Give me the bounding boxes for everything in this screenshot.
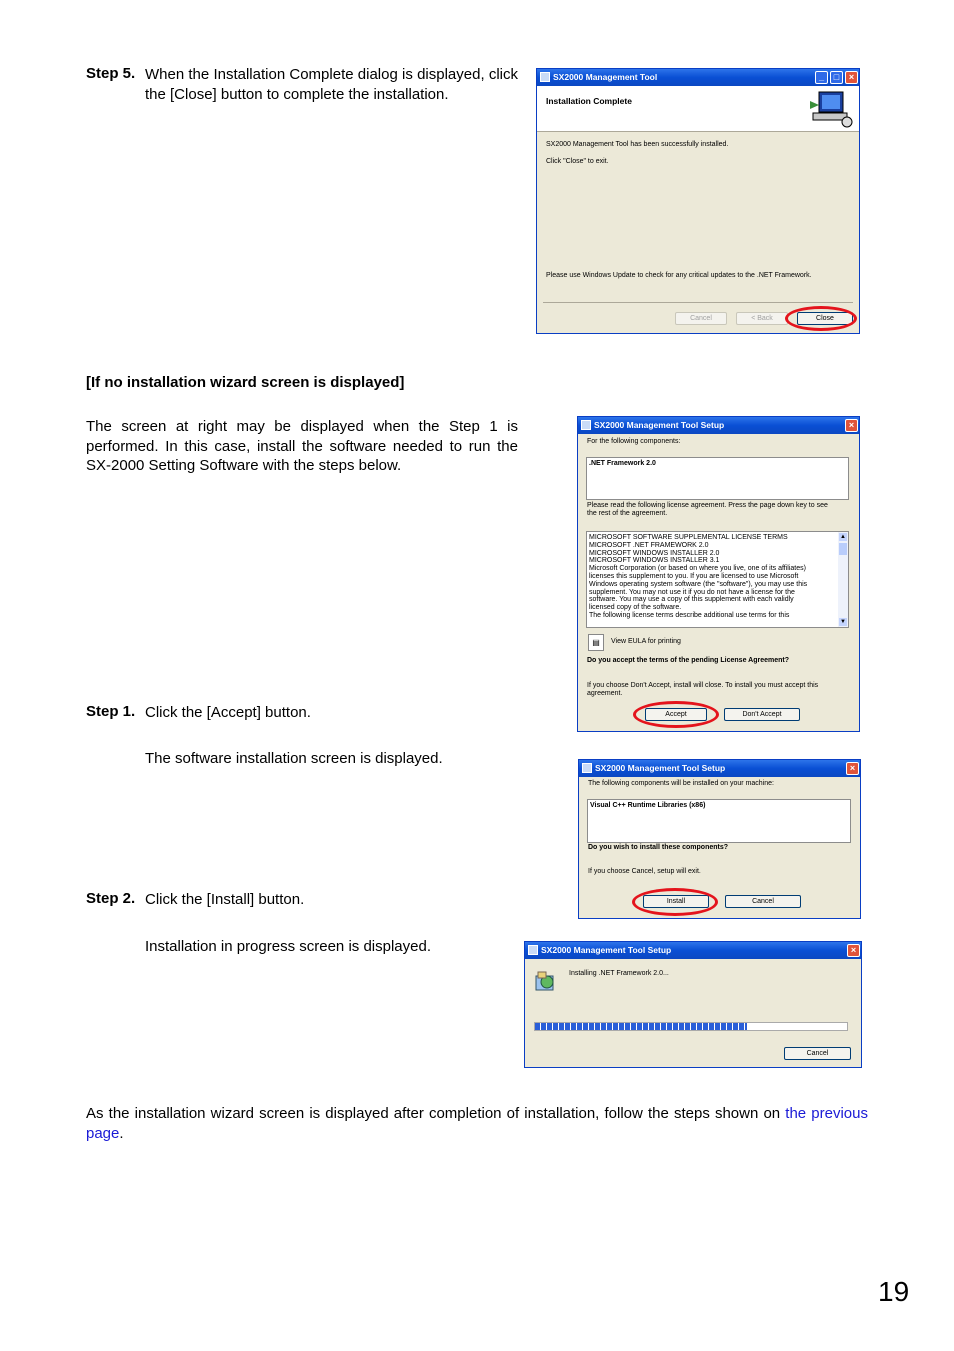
close-window-button[interactable]: × [847,944,860,957]
license-line: MICROSOFT WINDOWS INSTALLER 3.1 [589,557,720,565]
cancel-button[interactable]: Cancel [784,1047,851,1060]
step1-text: Click the [Accept] button. [145,704,311,721]
step5-text: When the Installation Complete dialog is displayed, click the [Close] button to complete the installation. [145,66,518,103]
dialog-installation-complete [536,68,860,334]
step2-text: Click the [Install] button. [145,891,305,908]
component-name: .NET Framework 2.0 [589,460,656,467]
accept-button[interactable]: Accept [645,708,707,721]
license-line: MICROSOFT .NET FRAMEWORK 2.0 [589,541,709,549]
footer-end: . [119,1124,124,1142]
scroll-thumb[interactable] [839,543,847,555]
license-instruction-1: Please read the following license agreement. Press the page down key to see [587,502,828,509]
cancel-button[interactable]: Cancel [725,895,801,908]
install-question: Do you wish to install these components? [588,844,729,851]
close-button[interactable]: Close [797,312,853,325]
dialog-title: SX2000 Management Tool Setup [594,420,725,430]
dialog-header-area [537,86,859,131]
components-box [587,799,851,843]
step1-label: Step 1. [86,703,136,720]
license-line: software. You may use a copy of this supplement with each validly [589,596,794,604]
dialog-license [577,416,860,732]
dialog-install-progress [524,941,862,1068]
window-icon [582,763,592,773]
window-icon [528,945,538,955]
dialog-title-bar [578,417,859,434]
components-label: For the following components: [587,438,681,445]
install-button[interactable]: Install [643,895,709,908]
license-line: supplement. You may not use it if you do not have a license for the [589,588,795,596]
close-window-button[interactable]: × [845,419,858,432]
scroll-up-icon[interactable]: ▲ [840,534,846,540]
license-line: MICROSOFT WINDOWS INSTALLER 2.0 [589,549,720,557]
scroll-down-icon[interactable]: ▼ [840,619,846,625]
dialog-title-bar [525,942,861,959]
license-instruction-2: the rest of the agreement. [587,510,668,517]
accept-note-1: If you choose Don't Accept, install will close. To install you must accept this [587,682,819,689]
step5-label: Step 5. [86,65,136,82]
window-icon [540,72,550,82]
after-step2-text: Installation in progress screen is displayed. [145,938,431,955]
footer-paragraph [86,1104,868,1143]
license-lines [589,534,837,620]
computer-setup-icon [805,89,855,129]
license-line: licensed copy of the software. [589,604,682,612]
dialog-install-components [578,759,861,919]
license-line: licenses this supplement to you. If you are licensed to use Microsoft [589,572,799,580]
close-window-button[interactable]: × [846,762,859,775]
progress-fill [535,1023,747,1030]
components-box [586,457,849,500]
license-line: The following license terms describe additional use terms for this [589,611,790,619]
installer-icon [534,970,556,992]
header-divider [537,131,859,132]
dialog-title: SX2000 Management Tool Setup [595,763,726,773]
progress-bar [534,1022,848,1031]
license-line: Microsoft Corporation (or based on where you live, one of its affiliates) [589,565,806,573]
section-heading: [If no installation wizard screen is displayed] [86,374,405,391]
component-name: Visual C++ Runtime Libraries (x86) [590,802,706,809]
install-intro: The following components will be installed on your machine: [588,780,774,787]
license-text-box[interactable] [586,531,849,628]
dialog-title: SX2000 Management Tool Setup [541,945,672,955]
minimize-button[interactable]: _ [815,71,828,84]
exit-instruction: Click "Close" to exit. [546,158,609,165]
view-eula-link[interactable]: View EULA for printing [611,638,681,645]
print-eula-icon[interactable]: ▤ [588,634,604,651]
close-window-button[interactable]: × [845,71,858,84]
dialog-title-bar [537,69,859,86]
highlight-install-oval [632,888,718,916]
license-line: Windows operating system software (the "software"), you may use this [589,580,808,588]
intro-text: The screen at right may be displayed when the Step 1 is performed. In this case, install the software needed to run the SX-2000 Setting Software with the steps below. [86,418,518,474]
previous-page-link[interactable]: the previous page [86,1105,868,1142]
accept-question: Do you accept the terms of the pending License Agreement? [587,657,789,664]
after-step1-text: The software installation screen is displayed. [145,750,443,767]
install-note: If you choose Cancel, setup will exit. [588,868,701,875]
maximize-button[interactable]: □ [830,71,843,84]
accept-note-2: agreement. [587,690,623,697]
cancel-button[interactable]: Cancel [675,312,727,325]
update-note: Please use Windows Update to check for any critical updates to the .NET Framework. [546,272,812,279]
license-line: MICROSOFT SOFTWARE SUPPLEMENTAL LICENSE TERMS [589,534,788,541]
window-icon [581,420,591,430]
highlight-close-oval [785,306,857,331]
dialog-title-bar [579,760,860,777]
back-button[interactable]: < Back [736,312,788,325]
footer-divider [543,302,853,303]
dialog-title: SX2000 Management Tool [553,72,658,82]
dont-accept-button[interactable]: Don't Accept [724,708,800,721]
success-message: SX2000 Management Tool has been successfully installed. [546,141,729,148]
page-number: 19 [878,1276,910,1307]
progress-status: Installing .NET Framework 2.0... [569,970,669,977]
footer-text: As the installation wizard screen is displayed after completion of installation, follow the steps shown on [86,1105,786,1122]
dialog-header: Installation Complete [546,96,632,106]
license-scrollbar[interactable] [838,532,848,627]
highlight-accept-oval [633,701,719,728]
step2-label: Step 2. [86,890,136,907]
